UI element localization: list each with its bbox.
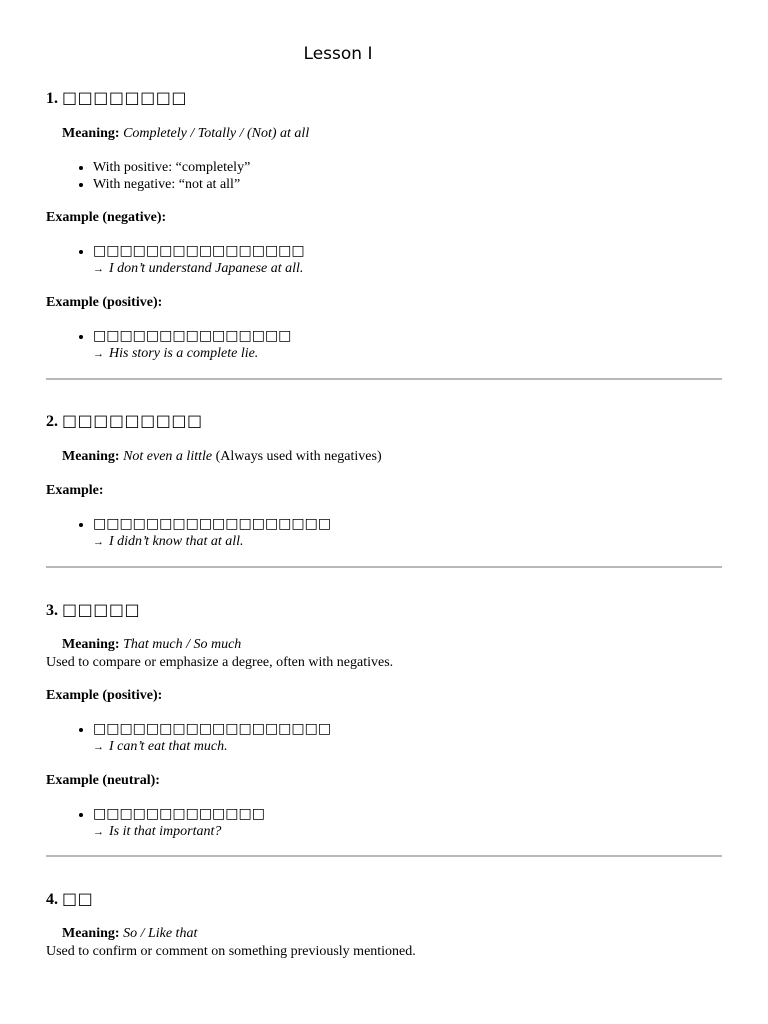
meaning-text: Completely / Totally / (Not) at all: [123, 126, 310, 141]
section-term: □□□□□: [62, 600, 141, 619]
example-list: [46, 721, 722, 756]
meaning-note: Used to confirm or comment on something previously mentioned.: [46, 944, 416, 959]
example-list: [46, 806, 722, 841]
example-translation: → Is it that important?: [93, 824, 222, 839]
example-translation: → His story is a complete lie.: [93, 346, 259, 361]
section-3: [46, 600, 722, 841]
document-title: Lesson I: [303, 44, 373, 64]
example-japanese: □□□□□□□□□□□□□□□□□□: [93, 516, 332, 532]
meaning-line: [46, 636, 722, 654]
list-item: • With positive: “completely”: [93, 159, 722, 176]
section-number: 1.: [46, 90, 58, 107]
arrow-icon: →: [93, 536, 104, 548]
list-item: • With negative: “not at all”: [93, 176, 722, 193]
example-japanese: □□□□□□□□□□□□□□□□: [93, 243, 305, 259]
arrow-icon: →: [93, 263, 104, 275]
example-list: [46, 328, 722, 363]
arrow-icon: →: [93, 826, 104, 838]
meaning-text: Not even a little: [123, 449, 213, 464]
section-term: □□: [62, 889, 94, 908]
arrow-icon: →: [93, 741, 104, 753]
section-number: 2.: [46, 413, 58, 430]
example-translation: → I don’t understand Japanese at all.: [93, 261, 304, 276]
example-item: [93, 721, 722, 756]
example-item: [93, 806, 722, 841]
example-list: [46, 243, 722, 278]
section-term: □□□□□□□□□: [62, 411, 203, 430]
meaning-label: Meaning:: [62, 926, 120, 941]
example-label: Example:: [46, 483, 104, 498]
section-4: [46, 889, 722, 960]
meaning-text: That much / So much: [123, 637, 242, 652]
example-item: [93, 516, 722, 551]
example-label: Example (negative):: [46, 210, 167, 225]
example-translation: → I can’t eat that much.: [93, 739, 228, 754]
usage-list: [46, 159, 722, 193]
meaning-label: Meaning:: [62, 637, 120, 652]
meaning-label: Meaning:: [62, 449, 120, 464]
example-translation: → I didn’t know that at all.: [93, 534, 244, 549]
section-heading: [46, 600, 722, 621]
section-number: 4.: [46, 891, 58, 908]
arrow-icon: →: [93, 348, 104, 360]
meaning-text: So / Like that: [123, 926, 198, 941]
example-item: [93, 328, 722, 363]
meaning-label: Meaning:: [62, 126, 120, 141]
section-divider: [46, 855, 722, 857]
section-number: 3.: [46, 602, 58, 619]
example-label: Example (positive):: [46, 688, 163, 703]
example-japanese: □□□□□□□□□□□□□□□□□□: [93, 721, 332, 737]
section-heading: [46, 88, 722, 109]
section-1: [46, 88, 722, 363]
meaning-line: [46, 448, 722, 466]
section-heading: [46, 889, 722, 910]
section-term: □□□□□□□□: [62, 88, 187, 107]
section-heading: [46, 411, 722, 432]
example-label: Example (neutral):: [46, 773, 160, 788]
meaning-suffix: (Always used with negatives): [212, 449, 382, 464]
example-japanese: □□□□□□□□□□□□□: [93, 806, 265, 822]
meaning-note: Used to compare or emphasize a degree, often with negatives.: [46, 655, 394, 670]
example-label: Example (positive):: [46, 295, 163, 310]
section-divider: [46, 378, 722, 380]
example-japanese: □□□□□□□□□□□□□□□: [93, 328, 292, 344]
meaning-line: [46, 125, 722, 143]
section-divider: [46, 566, 722, 568]
section-2: [46, 411, 722, 551]
meaning-line: [46, 925, 722, 943]
example-item: [93, 243, 722, 278]
example-list: [46, 516, 722, 551]
